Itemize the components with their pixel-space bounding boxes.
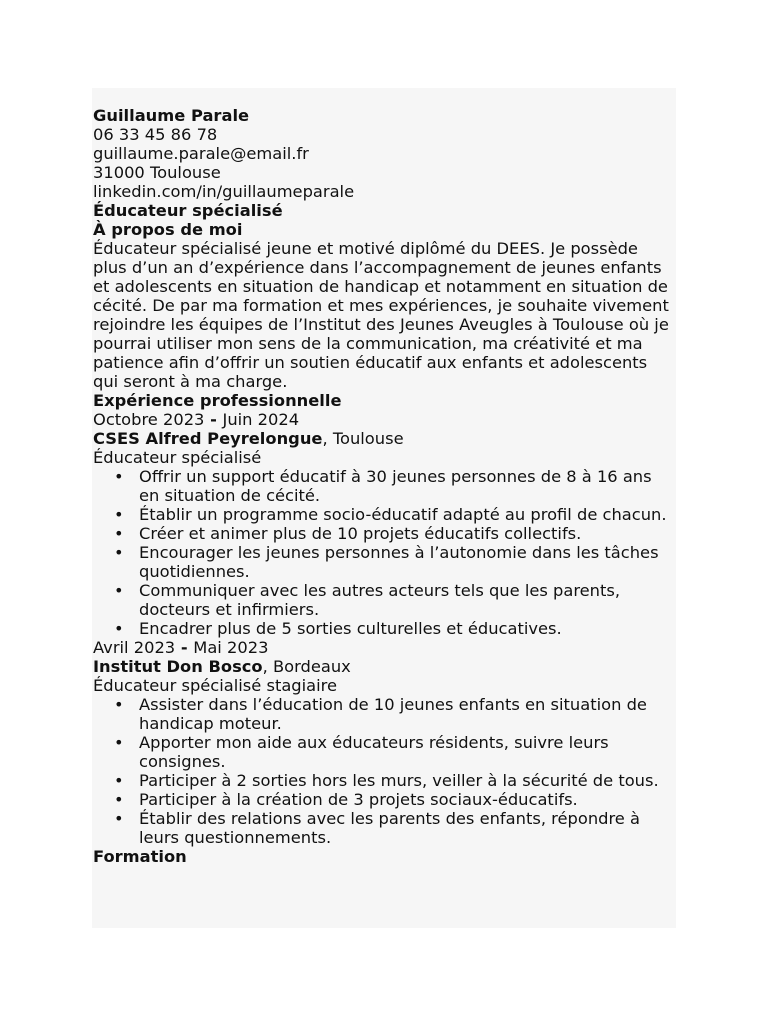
- about-text: Éducateur spécialisé jeune et motivé diplômé du DEES. Je possède plus d’un an d’expérience dans l’accompagnement de jeunes enfants et adolescents en situation de handicap et notamment en situation de cécité. De par ma formation et mes expériences, je souhaite vivement rejoindre les équipes de l’Institut des Jeunes Aveugles à Toulouse où je pourrai utiliser mon sens de la communication, ma créativité et ma patience afin d’offrir un soutien éducatif aux enfants et adolescents qui seront à ma charge.: [93, 239, 669, 391]
- job-entry: [93, 638, 671, 847]
- job-location: , Toulouse: [322, 429, 404, 448]
- job-date-separator: -: [204, 410, 223, 429]
- job-task-list: [93, 467, 671, 638]
- document-page: [92, 88, 676, 928]
- job-task-list: [93, 695, 671, 847]
- job-date-start: Avril 2023: [93, 638, 176, 657]
- job-date-end: Mai 2023: [193, 638, 269, 657]
- list-item: • Participer à 2 sorties hors les murs, veiller à la sécurité de tous.: [139, 771, 671, 790]
- list-item: • Créer et animer plus de 10 projets éducatifs collectifs.: [139, 524, 671, 543]
- education-heading: Formation: [93, 847, 187, 866]
- candidate-name: Guillaume Parale: [93, 106, 250, 125]
- phone-number: 06 33 45 86 78: [93, 125, 218, 144]
- job-date-end: Juin 2024: [222, 410, 300, 429]
- list-item: • Assister dans l’éducation de 10 jeunes enfants en situation de handicap moteur.: [139, 695, 671, 733]
- job-date-start: Octobre 2023: [93, 410, 205, 429]
- list-item: • Encadrer plus de 5 sorties culturelles et éducatives.: [139, 619, 671, 638]
- job-employer: Institut Don Bosco: [93, 657, 263, 676]
- resume-content: [93, 106, 671, 866]
- email-address: guillaume.parale@email.fr: [93, 144, 309, 163]
- job-dates: [93, 638, 671, 657]
- job-date-separator: -: [175, 638, 194, 657]
- job-role: Éducateur spécialisé stagiaire: [93, 676, 338, 695]
- list-item: • Établir un programme socio-éducatif adapté au profil de chacun.: [139, 505, 671, 524]
- list-item: • Encourager les jeunes personnes à l’autonomie dans les tâches quotidiennes.: [139, 543, 671, 581]
- list-item: • Établir des relations avec les parents des enfants, répondre à leurs questionnements.: [139, 809, 671, 847]
- job-employer: CSES Alfred Peyrelongue: [93, 429, 323, 448]
- experience-heading: Expérience professionnelle: [93, 391, 342, 410]
- job-employer-line: [93, 657, 671, 676]
- job-dates: [93, 410, 671, 429]
- job-entry: [93, 410, 671, 638]
- city: 31000 Toulouse: [93, 163, 221, 182]
- list-item: • Communiquer avec les autres acteurs tels que les parents, docteurs et infirmiers.: [139, 581, 671, 619]
- job-location: , Bordeaux: [262, 657, 351, 676]
- list-item: • Participer à la création de 3 projets sociaux-éducatifs.: [139, 790, 671, 809]
- job-role: Éducateur spécialisé: [93, 448, 262, 467]
- job-title: Éducateur spécialisé: [93, 201, 283, 220]
- list-item: • Offrir un support éducatif à 30 jeunes personnes de 8 à 16 ans en situation de cécité.: [139, 467, 671, 505]
- list-item: • Apporter mon aide aux éducateurs résidents, suivre leurs consignes.: [139, 733, 671, 771]
- linkedin-url: linkedin.com/in/guillaumeparale: [93, 182, 355, 201]
- about-heading: À propos de moi: [93, 220, 243, 239]
- job-employer-line: [93, 429, 671, 448]
